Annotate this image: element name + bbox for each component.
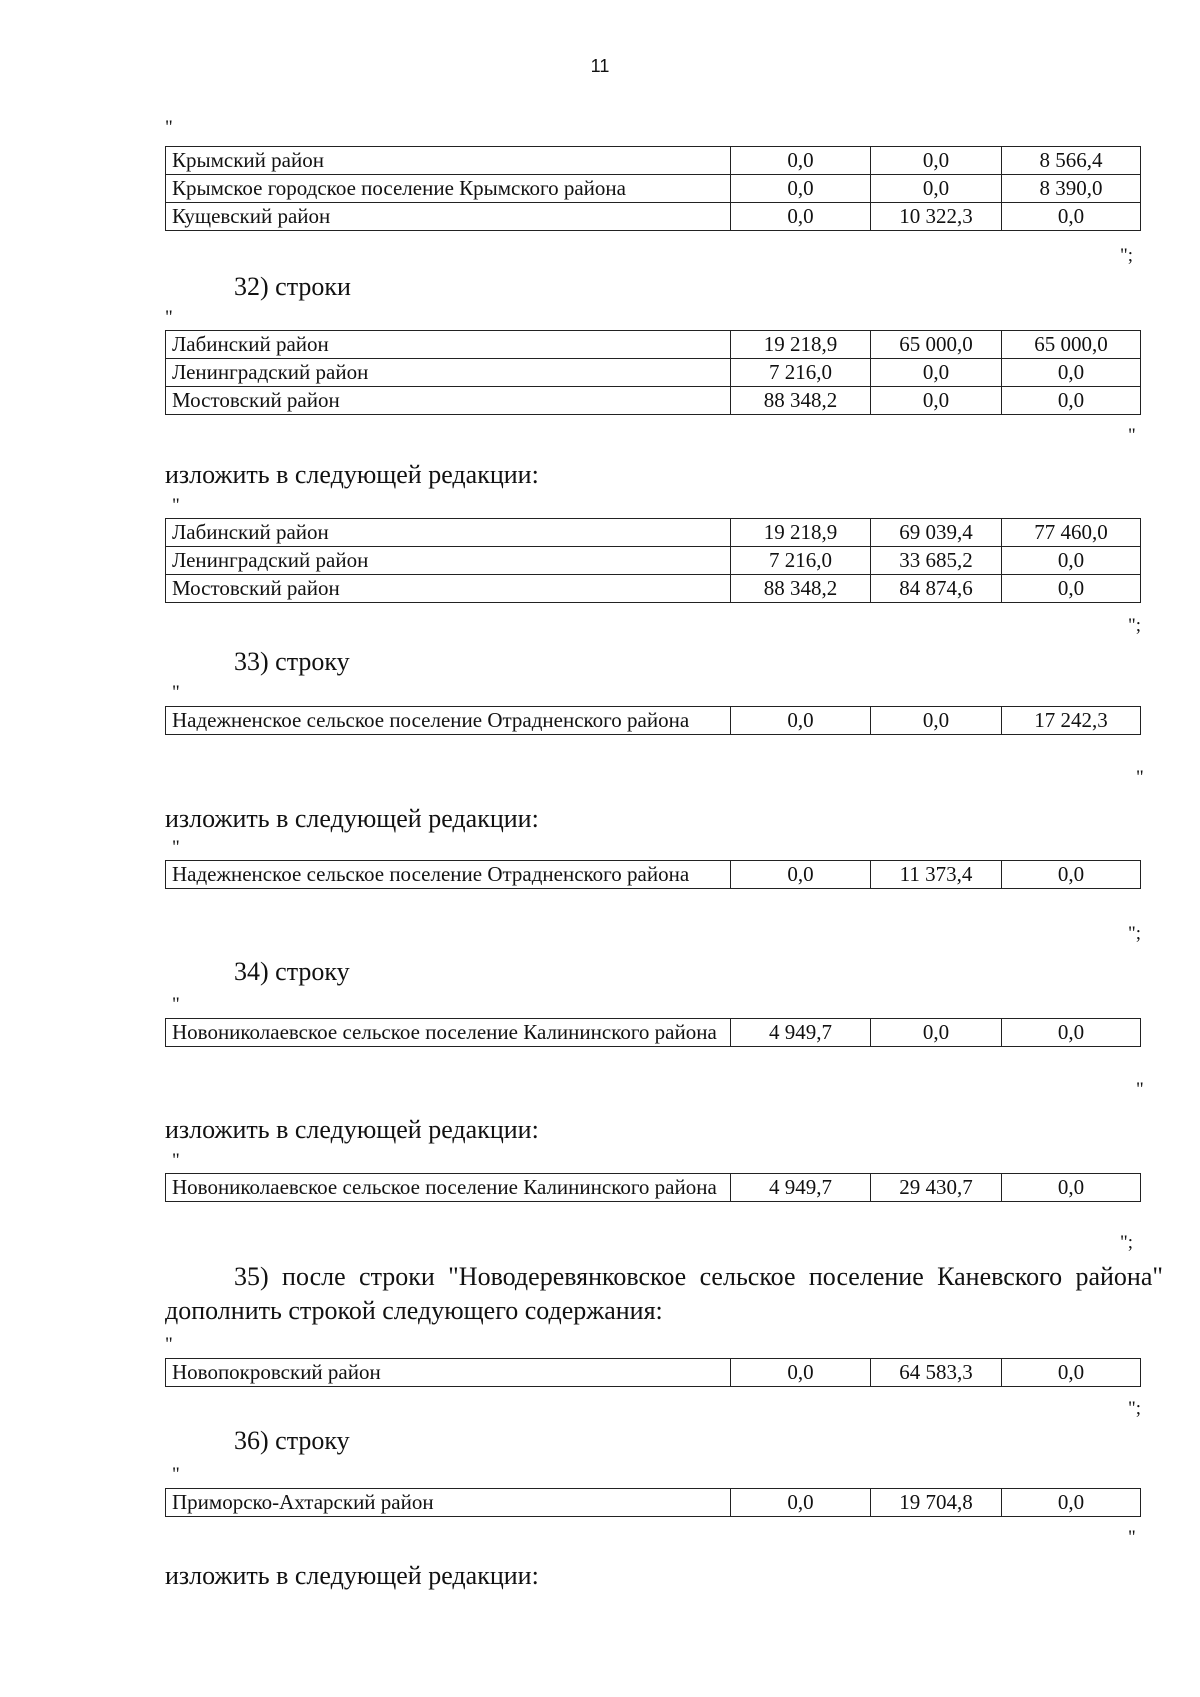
item-33-old-table bbox=[165, 706, 1141, 735]
opening-quote: " bbox=[165, 1334, 173, 1355]
cell-municipality-name: Лабинский район bbox=[166, 331, 731, 359]
cell-value-2: 0,0 bbox=[871, 387, 1002, 415]
cell-municipality-name: Кущевский район bbox=[166, 203, 731, 231]
item-32-old-table bbox=[165, 330, 1141, 415]
item-34-old-table bbox=[165, 1018, 1141, 1047]
closing-quote-semicolon: "; bbox=[1128, 615, 1142, 636]
table-row bbox=[166, 1174, 1141, 1202]
cell-value-1: 7 216,0 bbox=[731, 359, 871, 387]
cell-municipality-name: Приморско-Ахтарский район bbox=[166, 1489, 731, 1517]
cell-value-2: 0,0 bbox=[871, 707, 1002, 735]
cell-municipality-name: Ленинградский район bbox=[166, 547, 731, 575]
item-36-old-table bbox=[165, 1488, 1141, 1517]
item-33-heading: 33) строку bbox=[234, 647, 350, 676]
cell-value-1: 7 216,0 bbox=[731, 547, 871, 575]
cell-value-3: 0,0 bbox=[1002, 1359, 1141, 1387]
cell-value-2: 0,0 bbox=[871, 147, 1002, 175]
cell-value-3: 17 242,3 bbox=[1002, 707, 1141, 735]
cell-municipality-name: Лабинский район bbox=[166, 519, 731, 547]
cell-value-3: 0,0 bbox=[1002, 387, 1141, 415]
item-32-new-table bbox=[165, 518, 1141, 603]
cell-value-3: 0,0 bbox=[1002, 1489, 1141, 1517]
table-row bbox=[166, 387, 1141, 415]
cell-value-3: 77 460,0 bbox=[1002, 519, 1141, 547]
closing-quote: " bbox=[1136, 1079, 1144, 1100]
item-35-text: 35) после строки "Новодеревянковское сельское поселение Каневского района" дополнить строкой следующего содержания: bbox=[165, 1262, 1163, 1325]
table-row bbox=[166, 1359, 1141, 1387]
cell-value-3: 8 390,0 bbox=[1002, 175, 1141, 203]
table-row bbox=[166, 331, 1141, 359]
cell-municipality-name: Крымское городское поселение Крымского района bbox=[166, 175, 731, 203]
opening-quote: " bbox=[172, 495, 180, 516]
cell-value-1: 4 949,7 bbox=[731, 1174, 871, 1202]
cell-municipality-name: Надежненское сельское поселение Отрадненского района bbox=[166, 707, 731, 735]
table-row bbox=[166, 861, 1141, 889]
cell-municipality-name: Новониколаевское сельское поселение Калининского района bbox=[166, 1174, 731, 1202]
table-row bbox=[166, 1489, 1141, 1517]
table-row bbox=[166, 707, 1141, 735]
table-row bbox=[166, 147, 1141, 175]
opening-quote: " bbox=[172, 1464, 180, 1485]
cell-municipality-name: Ленинградский район bbox=[166, 359, 731, 387]
table-row bbox=[166, 1019, 1141, 1047]
cell-value-2: 11 373,4 bbox=[871, 861, 1002, 889]
item-36-replace-text: изложить в следующей редакции: bbox=[165, 1561, 539, 1590]
cell-value-1: 0,0 bbox=[731, 861, 871, 889]
cell-value-1: 0,0 bbox=[731, 175, 871, 203]
cell-value-2: 84 874,6 bbox=[871, 575, 1002, 603]
cell-value-2: 0,0 bbox=[871, 175, 1002, 203]
cell-value-1: 0,0 bbox=[731, 1489, 871, 1517]
cell-value-3: 0,0 bbox=[1002, 1019, 1141, 1047]
page-number: 11 bbox=[590, 56, 610, 76]
opening-quote: " bbox=[172, 994, 180, 1015]
table-row bbox=[166, 175, 1141, 203]
closing-quote: " bbox=[1128, 1527, 1136, 1548]
item-33-new-table bbox=[165, 860, 1141, 889]
closing-quote-semicolon: "; bbox=[1128, 1398, 1142, 1419]
cell-value-1: 0,0 bbox=[731, 203, 871, 231]
closing-quote: " bbox=[1128, 425, 1136, 446]
cell-value-3: 65 000,0 bbox=[1002, 331, 1141, 359]
cell-value-1: 4 949,7 bbox=[731, 1019, 871, 1047]
closing-quote-semicolon: "; bbox=[1128, 923, 1142, 944]
cell-value-2: 69 039,4 bbox=[871, 519, 1002, 547]
opening-quote: " bbox=[172, 1150, 180, 1171]
cell-municipality-name: Мостовский район bbox=[166, 575, 731, 603]
cell-value-2: 65 000,0 bbox=[871, 331, 1002, 359]
closing-quote-semicolon: "; bbox=[1120, 245, 1134, 266]
cell-value-3: 8 566,4 bbox=[1002, 147, 1141, 175]
closing-quote: " bbox=[1136, 767, 1144, 788]
amendment-table-continuation bbox=[165, 146, 1141, 231]
table-row bbox=[166, 203, 1141, 231]
cell-value-2: 19 704,8 bbox=[871, 1489, 1002, 1517]
cell-value-3: 0,0 bbox=[1002, 547, 1141, 575]
cell-value-3: 0,0 bbox=[1002, 203, 1141, 231]
table-row bbox=[166, 359, 1141, 387]
cell-value-1: 19 218,9 bbox=[731, 331, 871, 359]
cell-value-2: 29 430,7 bbox=[871, 1174, 1002, 1202]
cell-value-1: 0,0 bbox=[731, 1359, 871, 1387]
item-34-heading: 34) строку bbox=[234, 957, 350, 986]
cell-municipality-name: Надежненское сельское поселение Отрадненского района bbox=[166, 861, 731, 889]
item-36-heading: 36) строку bbox=[234, 1426, 350, 1455]
cell-value-1: 0,0 bbox=[731, 707, 871, 735]
cell-municipality-name: Новопокровский район bbox=[166, 1359, 731, 1387]
cell-value-1: 0,0 bbox=[731, 147, 871, 175]
cell-municipality-name: Новониколаевское сельское поселение Калининского района bbox=[166, 1019, 731, 1047]
item-34-replace-text: изложить в следующей редакции: bbox=[165, 1115, 539, 1144]
cell-value-3: 0,0 bbox=[1002, 575, 1141, 603]
cell-value-2: 10 322,3 bbox=[871, 203, 1002, 231]
cell-value-1: 88 348,2 bbox=[731, 575, 871, 603]
table-row bbox=[166, 519, 1141, 547]
table-row bbox=[166, 575, 1141, 603]
closing-quote-semicolon: "; bbox=[1120, 1232, 1134, 1253]
item-32-heading: 32) строки bbox=[234, 272, 351, 301]
item-32-replace-text: изложить в следующей редакции: bbox=[165, 460, 539, 489]
cell-municipality-name: Крымский район bbox=[166, 147, 731, 175]
cell-value-3: 0,0 bbox=[1002, 1174, 1141, 1202]
item-33-replace-text: изложить в следующей редакции: bbox=[165, 804, 539, 833]
cell-value-1: 88 348,2 bbox=[731, 387, 871, 415]
table-row bbox=[166, 547, 1141, 575]
cell-value-2: 0,0 bbox=[871, 1019, 1002, 1047]
opening-quote: " bbox=[172, 837, 180, 858]
item-34-new-table bbox=[165, 1173, 1141, 1202]
opening-quote: " bbox=[165, 307, 173, 328]
cell-value-2: 0,0 bbox=[871, 359, 1002, 387]
cell-value-2: 33 685,2 bbox=[871, 547, 1002, 575]
opening-quote: " bbox=[165, 117, 173, 138]
opening-quote: " bbox=[172, 682, 180, 703]
cell-value-2: 64 583,3 bbox=[871, 1359, 1002, 1387]
cell-value-3: 0,0 bbox=[1002, 359, 1141, 387]
item-35-new-table bbox=[165, 1358, 1141, 1387]
cell-value-3: 0,0 bbox=[1002, 861, 1141, 889]
cell-municipality-name: Мостовский район bbox=[166, 387, 731, 415]
cell-value-1: 19 218,9 bbox=[731, 519, 871, 547]
